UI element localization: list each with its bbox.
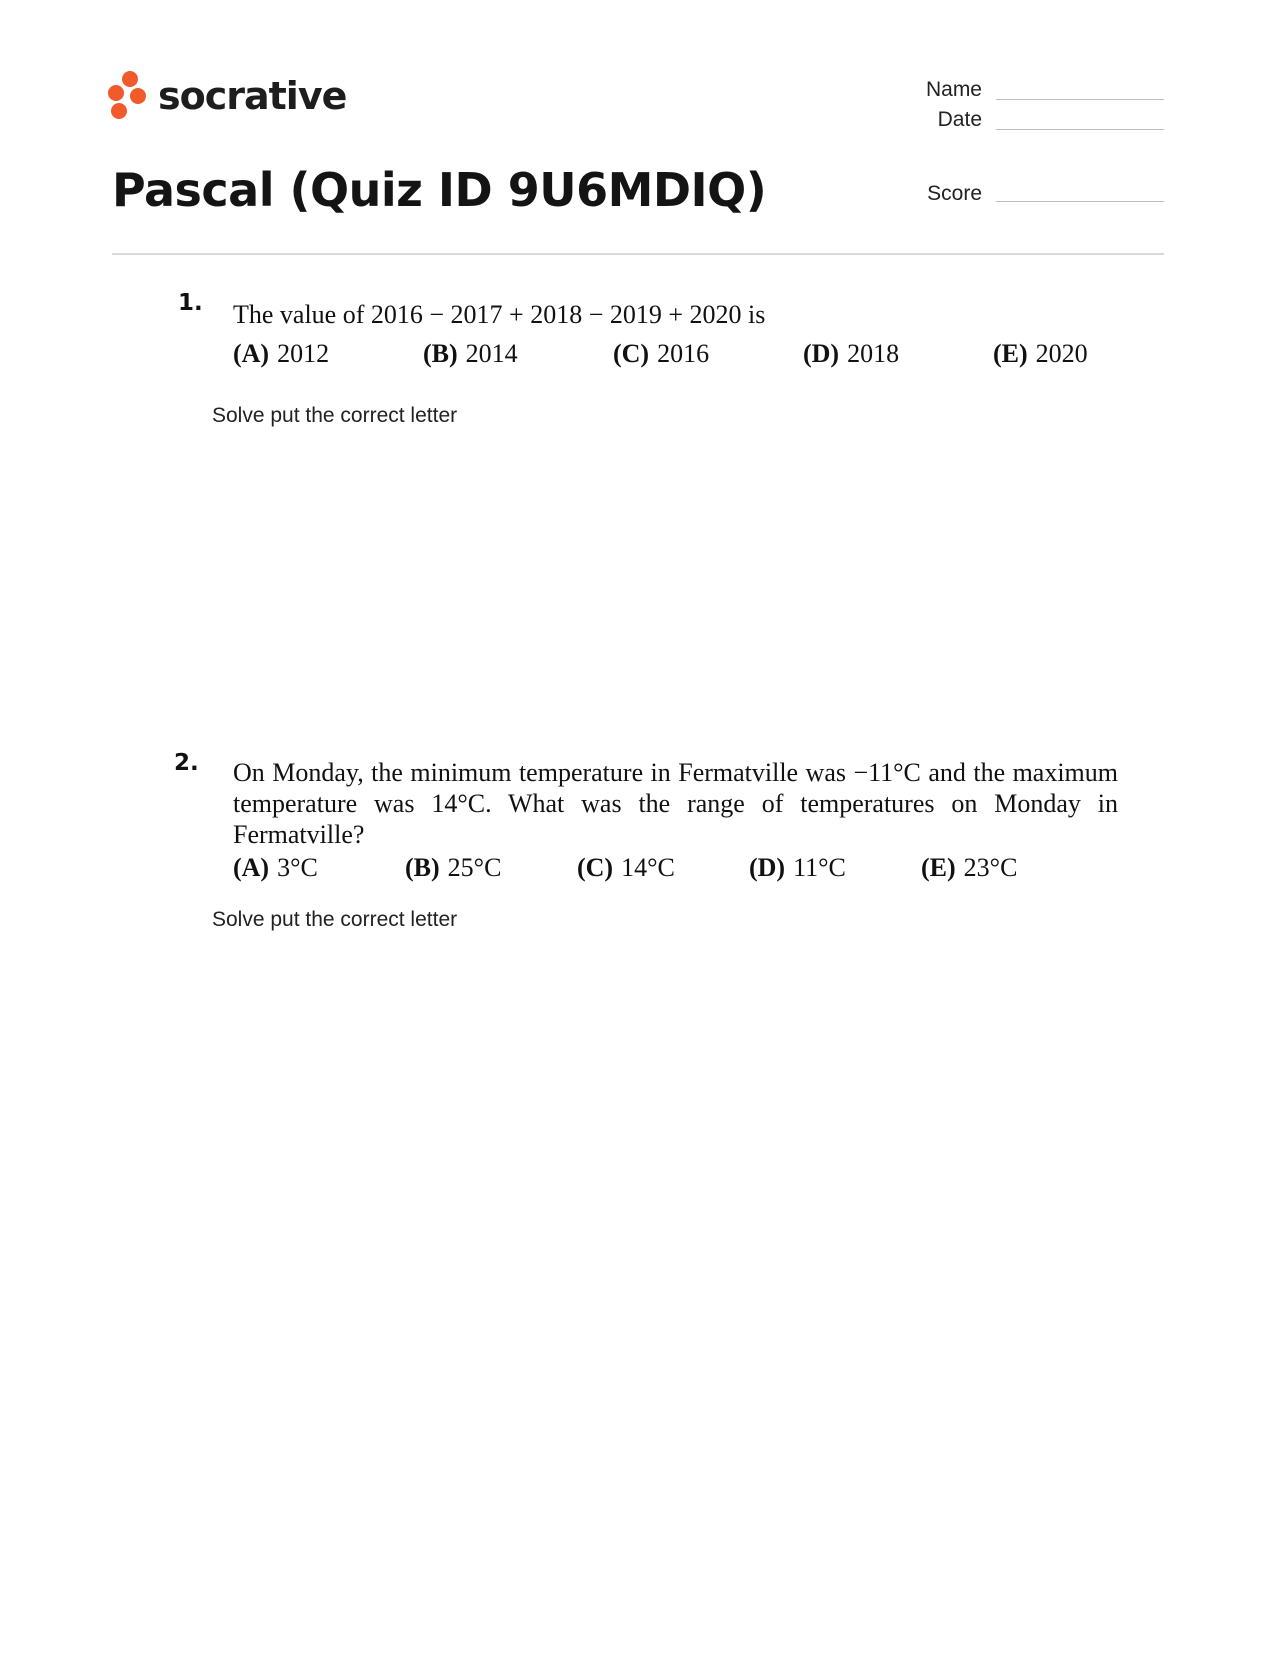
choice-value: 23°C: [963, 853, 1018, 882]
choice-c: [613, 339, 803, 369]
choice-letter: (A): [233, 853, 270, 882]
choice-value: 25°C: [447, 853, 502, 882]
choice-letter: (B): [423, 339, 458, 368]
choice-value: 2016: [657, 339, 710, 368]
answer-prompt: Solve put the correct letter: [212, 404, 458, 427]
choice-value: 3°C: [277, 853, 318, 882]
choice-d: [803, 339, 993, 369]
choice-letter: (D): [749, 853, 786, 882]
choice-value: 2014: [465, 339, 518, 368]
date-field[interactable]: [996, 129, 1164, 130]
answer-choices: [233, 339, 1143, 369]
choice-letter: (E): [921, 853, 956, 882]
page-title: Pascal (Quiz ID 9U6MDIQ): [112, 163, 767, 217]
choice-letter: (B): [405, 853, 440, 882]
choice-value: 2012: [277, 339, 330, 368]
choice-d: [749, 853, 921, 883]
choice-value: 2020: [1035, 339, 1088, 368]
date-label: Date: [937, 108, 982, 131]
question-number: 1.: [178, 290, 203, 316]
choice-letter: (C): [577, 853, 614, 882]
answer-choices: [233, 853, 1061, 883]
hexagon-cluster-icon: [108, 71, 148, 121]
name-label: Name: [925, 78, 982, 101]
choice-letter: (C): [613, 339, 650, 368]
choice-b: [423, 339, 613, 369]
choice-e: [921, 853, 1061, 883]
choice-letter: (E): [993, 339, 1028, 368]
choice-value: 14°C: [621, 853, 675, 882]
question-text: The value of 2016 − 2017 + 2018 − 2019 + 2020 is: [233, 300, 766, 329]
choice-c: [577, 853, 749, 883]
choice-value: 2018: [847, 339, 900, 368]
choice-a: [233, 853, 405, 883]
answer-prompt: Solve put the correct letter: [212, 908, 458, 931]
brand-name: socrative: [158, 74, 347, 118]
question-text: On Monday, the minimum temperature in Fermatville was −11°C and the maximum temperature was 14°C. What was the range of temperatures on Monday in Fermatville?: [233, 758, 1118, 849]
choice-e: [993, 339, 1143, 369]
name-field[interactable]: [996, 99, 1164, 100]
choice-letter: (A): [233, 339, 270, 368]
question-number: 2.: [174, 750, 199, 776]
choice-letter: (D): [803, 339, 840, 368]
choice-value: 11°C: [793, 853, 846, 882]
header-divider: [112, 253, 1164, 255]
choice-a: [233, 339, 423, 369]
choice-b: [405, 853, 577, 883]
socrative-logo: [108, 70, 346, 122]
score-label: Score: [927, 182, 982, 205]
score-field[interactable]: [996, 201, 1164, 202]
